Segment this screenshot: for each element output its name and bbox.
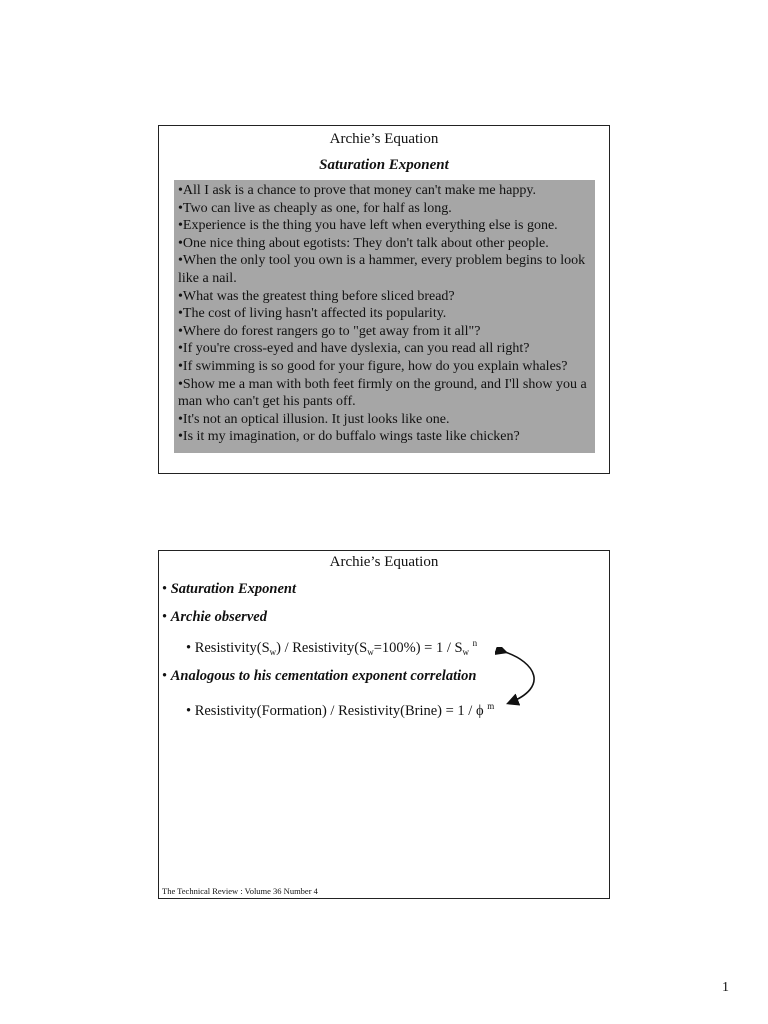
slide-1-subtitle: Saturation Exponent (319, 157, 449, 173)
page-number: 1 (722, 980, 729, 995)
eq-text: ) / Resistivity(S (276, 640, 368, 656)
eq-subscript: w (367, 647, 374, 657)
quote-item: •Experience is the thing you have left when everything else is gone. (178, 218, 558, 234)
slide-1 (158, 125, 610, 474)
bullet-text: Archie observed (170, 609, 267, 625)
equation-resistivity-saturation (186, 638, 477, 657)
bullet-text: Saturation Exponent (170, 581, 297, 597)
quote-item: •If swimming is so good for your figure, how do you explain whales? (178, 358, 568, 374)
equation-formation-brine (186, 701, 494, 720)
slide-2-title: Archie’s Equation (329, 554, 439, 570)
bullet-marker: • (162, 581, 168, 597)
quote-item: •All I ask is a chance to prove that money can't make me happy. (178, 183, 536, 198)
bullet-text: Analogous to his cementation exponent correlation (170, 668, 477, 684)
quote-item: •Where do forest rangers go to "get away from it all"? (178, 323, 481, 339)
quote-item: •If you're cross-eyed and have dyslexia, can you read all right? (178, 341, 530, 357)
eq-text: =100%) = 1 / S (373, 640, 463, 656)
quote-item: •It's not an optical illusion. It just looks like one. (178, 411, 450, 427)
quote-item: •When the only tool you own is a hammer, every problem begins to look like a nail. (178, 253, 586, 286)
bullet-marker: • (162, 668, 168, 684)
bullet-saturation-exponent (162, 581, 296, 598)
eq-subscript: w (462, 647, 470, 657)
slide-2 (158, 550, 610, 899)
footnote-source: The Technical Review : Volume 36 Number 4 (162, 886, 318, 896)
slide-1-title: Archie’s Equation (329, 131, 439, 147)
quote-item: •The cost of living hasn't affected its popularity. (178, 306, 447, 322)
eq-text: • Resistivity(S (186, 640, 270, 656)
bullet-archie-observed (162, 609, 267, 626)
quote-box (174, 180, 595, 453)
eq-superscript: m (487, 701, 495, 711)
bullet-marker: • (162, 609, 168, 625)
bullet-analogous (162, 668, 476, 685)
double-arrow-icon (495, 647, 545, 709)
eq-superscript: n (472, 638, 478, 648)
eq-text: • Resistivity(Formation) / Resistivity(Brine) = 1 / ϕ (186, 703, 484, 719)
quote-item: •Show me a man with both feet firmly on the ground, and I'll show you a man who can't get his pants off. (178, 376, 587, 410)
quote-item: •What was the greatest thing before sliced bread? (178, 288, 455, 304)
quote-item: •Two can live as cheaply as one, for half as long. (178, 200, 452, 216)
quote-item: •Is it my imagination, or do buffalo wings taste like chicken? (178, 429, 520, 445)
quote-item: •One nice thing about egotists: They don't talk about other people. (178, 235, 549, 251)
eq-subscript: w (269, 647, 277, 657)
